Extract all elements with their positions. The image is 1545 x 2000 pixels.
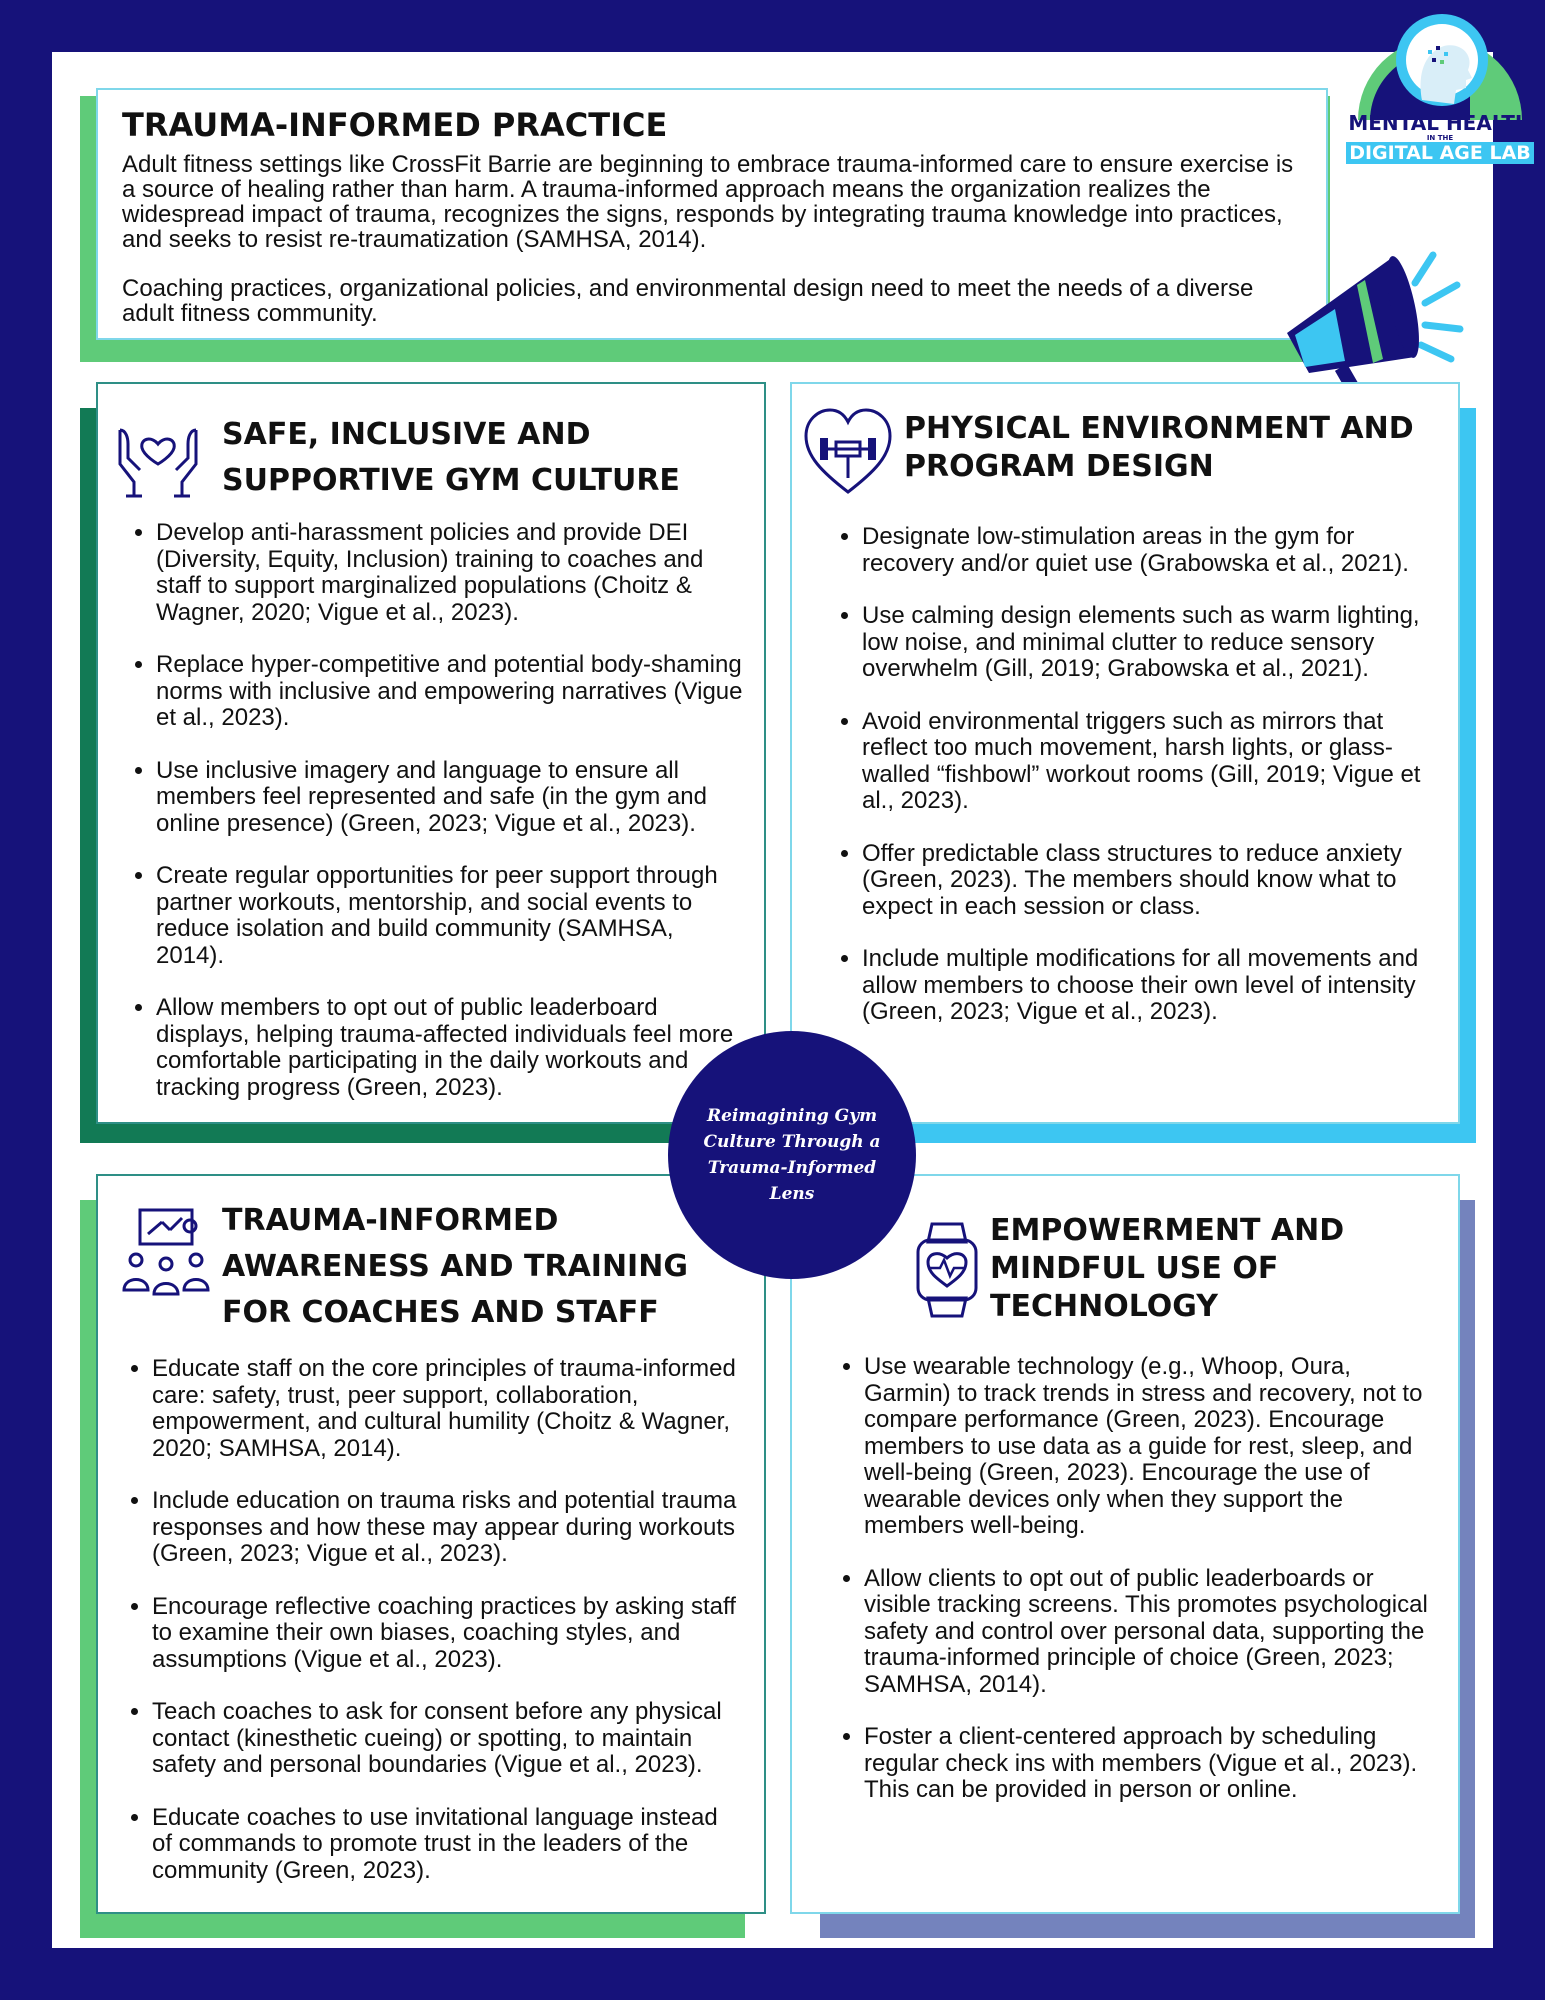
environment-box (790, 382, 1460, 1124)
list-item: • Avoid environmental triggers such as mirrors that reflect too much movement, harsh lights, or glass-walled “fishbowl” workout rooms (Gill, 2019; Vigue et al., 2023). (862, 709, 1440, 815)
technology-box (790, 1174, 1460, 1914)
culture-title-line1: SAFE, INCLUSIVE AND (222, 417, 591, 452)
training-box (96, 1174, 766, 1914)
list-item: • Use wearable technology (e.g., Whoop, Oura, Garmin) to track trends in stress and recovery, not to compare performance (Green, 2023). Encourage members to use data as a guide for rest, sleep, and well-being (Green, 2023). Encourage the use of wearable devices only when they support the members well-being. (864, 1354, 1440, 1540)
list-item: • Allow clients to opt out of public leaderboards or visible tracking screens. This promotes psychological safety and control over personal data, supporting the trauma-informed principle of choice (Green, 2023; SAMHSA, 2014). (864, 1566, 1440, 1699)
environment-list (862, 524, 1440, 1026)
list-item: • Include multiple modifications for all movements and allow members to choose their own level of intensity (Green, 2023; Vigue et al., 2023). (862, 946, 1440, 1026)
heart-dumbbell-icon (802, 406, 894, 498)
list-item: • Educate coaches to use invitational language instead of commands to promote trust in the leaders of the community (Green, 2023). (152, 1805, 738, 1885)
intro-title: TRAUMA-INFORMED PRACTICE (122, 106, 668, 144)
megaphone-icon (1275, 225, 1485, 405)
center-badge (668, 1031, 916, 1279)
list-item: • Educate staff on the core principles of trauma-informed care: safety, trust, peer support, collaboration, empowerment, and cultural humility (Choitz & Wagner, 2020; SAMHSA, 2014). (152, 1356, 738, 1462)
environment-title-line1: PHYSICAL ENVIRONMENT AND (904, 411, 1414, 446)
intro-box (96, 88, 1328, 340)
training-list (152, 1356, 738, 1884)
list-item: • Designate low-stimulation areas in the gym for recovery and/or quiet use (Grabowska et al., 2021). (862, 524, 1440, 577)
hands-heart-icon (112, 410, 204, 502)
training-title-line2: AWARENESS AND TRAINING (222, 1249, 688, 1284)
list-item: • Teach coaches to ask for consent before any physical contact (kinesthetic cueing) or spotting, to maintain safety and personal boundaries (Vigue et al., 2023). (152, 1699, 738, 1779)
list-item: • Offer predictable class structures to reduce anxiety (Green, 2023). The members should know what to expect in each session or class. (862, 841, 1440, 921)
list-item: • Allow members to opt out of public leaderboard displays, helping trauma-affected individuals feel more comfortable participating in the daily workouts and tracking progress (Green, 2023). (156, 995, 746, 1101)
culture-box (96, 382, 766, 1124)
list-item: • Use calming design elements such as warm lighting, low noise, and minimal clutter to reduce sensory overwhelm (Gill, 2019; Grabowska et al., 2021). (862, 603, 1440, 683)
training-title-line1: TRAUMA-INFORMED (222, 1203, 559, 1238)
technology-list (864, 1354, 1440, 1804)
technology-title-line3: TECHNOLOGY (990, 1289, 1218, 1324)
technology-title-line2: MINDFUL USE OF (990, 1251, 1279, 1286)
logo-line1: MENTAL HEALTH (1348, 111, 1532, 135)
culture-title-line2: SUPPORTIVE GYM CULTURE (222, 463, 680, 498)
intro-paragraph-2: Coaching practices, organizational policies, and environmental design need to meet the needs of a diverse adult fitness community. (122, 275, 1254, 328)
intro-paragraph-1: Adult fitness settings like CrossFit Barrie are beginning to embrace trauma-informed care to ensure exercise is a source of healing rather than harm. A trauma-informed approach means the organization realizes the widespread impact of trauma, recognizes the signs, responds by integrating trauma knowledge into practices, and seeks to resist re-traumatization (SAMHSA, 2014). (122, 151, 1294, 254)
smartwatch-icon (912, 1220, 982, 1320)
list-item: • Create regular opportunities for peer support through partner workouts, mentorship, and social events to reduce isolation and build community (SAMHSA, 2014). (156, 863, 746, 969)
center-badge-text: Reimagining Gym Culture Through a Trauma-Informed Lens (703, 1106, 881, 1204)
environment-title-line2: PROGRAM DESIGN (904, 449, 1214, 484)
technology-title-line1: EMPOWERMENT AND (990, 1213, 1345, 1248)
list-item: • Include education on trauma risks and potential trauma responses and how these may appear during workouts (Green, 2023; Vigue et al., 2023). (152, 1488, 738, 1568)
culture-list (156, 520, 746, 1101)
lab-logo (1340, 8, 1540, 168)
list-item: • Develop anti-harassment policies and provide DEI (Diversity, Equity, Inclusion) training to coaches and staff to support marginalized populations (Choitz & Wagner, 2020; Vigue et al., 2023). (156, 520, 746, 626)
logo-line2: IN THE (1426, 134, 1454, 142)
list-item: • Encourage reflective coaching practices by asking staff to examine their own biases, coaching styles, and assumptions (Vigue et al., 2023). (152, 1594, 738, 1674)
list-item: • Foster a client-centered approach by scheduling regular check ins with members (Vigue et al., 2023). This can be provided in person or online. (864, 1724, 1440, 1804)
logo-line3: DIGITAL AGE LAB (1346, 142, 1534, 164)
list-item: • Use inclusive imagery and language to ensure all members feel represented and safe (in the gym and online presence) (Green, 2023; Vigue et al., 2023). (156, 758, 746, 838)
presentation-group-icon (120, 1206, 212, 1298)
training-title-line3: FOR COACHES AND STAFF (222, 1295, 659, 1330)
list-item: • Replace hyper-competitive and potential body-shaming norms with inclusive and empowering narratives (Vigue et al., 2023). (156, 652, 746, 732)
